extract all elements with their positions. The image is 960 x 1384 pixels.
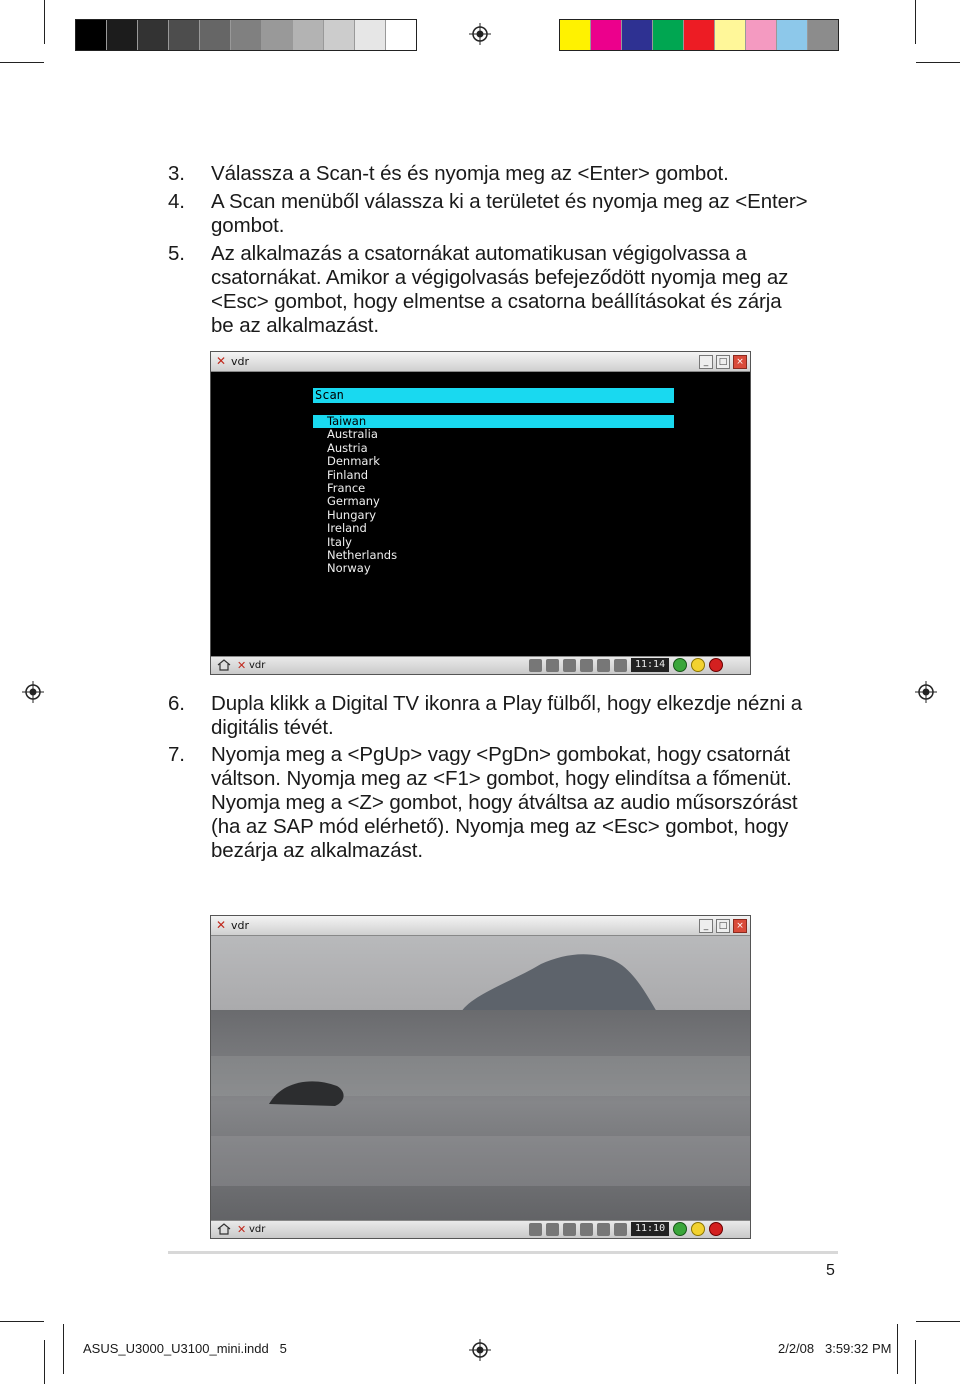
tv-video-area	[211, 936, 750, 1220]
crop-mark	[0, 1321, 44, 1322]
instructions-bottom	[168, 692, 808, 863]
system-tray	[529, 658, 723, 672]
grayscale-color-bar	[75, 19, 417, 51]
color-swatch	[715, 20, 746, 50]
shutdown-icon[interactable]	[709, 658, 723, 672]
window-title: vdr	[231, 355, 250, 368]
home-icon[interactable]	[217, 659, 231, 671]
crop-mark	[915, 0, 916, 44]
battery-icon[interactable]	[563, 659, 576, 672]
maximize-icon[interactable]: □	[716, 355, 730, 369]
country-menu-item[interactable]: France	[327, 480, 366, 495]
color-swatch	[746, 20, 777, 50]
color-swatch	[107, 20, 138, 50]
crop-mark	[916, 1321, 960, 1322]
instructions-top	[168, 162, 808, 338]
slug-date: 2/2/08 3:59:32 PM	[778, 1341, 892, 1356]
font-icon[interactable]	[597, 659, 610, 672]
color-swatch	[231, 20, 262, 50]
step-item: 6. Dupla klikk a Digital TV ikonra a Play fülből, hogy elkezdje nézni a digitális tévét.	[168, 692, 803, 739]
taskbar-app-label[interactable]: vdr	[249, 660, 266, 671]
wifi-icon[interactable]	[529, 659, 542, 672]
vdr-scan-window-screenshot	[210, 351, 751, 675]
taskbar-app-label[interactable]: vdr	[249, 1224, 266, 1235]
color-swatch	[560, 20, 591, 50]
scan-menu-title: Scan	[313, 388, 674, 403]
status-icon[interactable]	[673, 1222, 687, 1236]
registration-mark-icon	[22, 681, 44, 703]
country-menu-item[interactable]: Denmark	[327, 454, 380, 469]
color-swatch	[169, 20, 200, 50]
bluetooth-icon[interactable]	[546, 659, 559, 672]
color-swatch	[262, 20, 293, 50]
minimize-icon[interactable]: _	[699, 355, 713, 369]
country-menu-item[interactable]: Taiwan	[313, 415, 674, 428]
color-swatch	[591, 20, 622, 50]
window-title: vdr	[231, 919, 250, 932]
font-icon[interactable]	[597, 1223, 610, 1236]
step-item: 3. Válassza a Scan-t és és nyomja meg az <Enter> gombot.	[168, 162, 729, 185]
shutdown-icon[interactable]	[709, 1222, 723, 1236]
country-menu-item[interactable]: Hungary	[327, 507, 377, 522]
window-titlebar	[211, 916, 750, 936]
volume-icon[interactable]	[614, 659, 627, 672]
country-menu-item[interactable]: Austria	[327, 440, 368, 455]
slug-filename: ASUS_U3000_U3100_mini.indd 5	[83, 1341, 287, 1356]
vdr-screen	[211, 372, 750, 656]
x-logo-icon: ✕	[216, 918, 227, 932]
status-icon[interactable]	[673, 658, 687, 672]
clock: 11:10	[631, 1222, 669, 1236]
close-icon[interactable]: ×	[733, 919, 747, 933]
system-tray	[529, 1222, 723, 1236]
process-color-bar	[559, 19, 839, 51]
vdr-tv-window-screenshot	[210, 915, 751, 1239]
color-swatch	[293, 20, 324, 50]
x-logo-icon: ✕	[216, 354, 227, 368]
country-list	[313, 415, 674, 576]
window-titlebar	[211, 352, 750, 372]
keyboard-icon[interactable]	[580, 1223, 593, 1236]
step-item: 4. A Scan menüből válassza ki a területet és nyomja meg az <Enter> gombot.	[168, 190, 808, 237]
step-item: 7. Nyomja meg a <PgUp> vagy <PgDn> gombokat, hogy csatornát váltson. Nyomja meg az <F1> gombot, hogy elindítsa a főmenüt. Nyomja meg a <Z> gombot, hogy átváltsa az audio műsorszórást (ha az SAP mód elérhető). Nyomja meg az <Esc> gombot, hogy bezárja az alkalmazást.	[168, 743, 798, 862]
x-logo-icon: ✕	[237, 659, 247, 672]
wifi-icon[interactable]	[529, 1223, 542, 1236]
minimize-icon[interactable]: _	[699, 919, 713, 933]
crop-mark	[915, 1340, 916, 1384]
keyboard-icon[interactable]	[580, 659, 593, 672]
bluetooth-icon[interactable]	[546, 1223, 559, 1236]
country-menu-item[interactable]: Italy	[327, 534, 352, 549]
color-swatch	[386, 20, 416, 50]
battery-icon[interactable]	[563, 1223, 576, 1236]
color-swatch	[138, 20, 169, 50]
clock: 11:14	[631, 658, 669, 672]
x-logo-icon: ✕	[237, 1223, 247, 1236]
color-swatch	[808, 20, 838, 50]
color-swatch	[777, 20, 808, 50]
color-swatch	[355, 20, 386, 50]
color-swatch	[76, 20, 107, 50]
crop-mark	[44, 0, 45, 44]
step-item: 5. Az alkalmazás a csatornákat automatikusan végigolvassa a csatornákat. Amikor a végigolvasás befejeződött nyomja meg az <Esc> gombot, hogy elmentse a csatorna beállításokat és zárja be az alkalmazást.	[168, 242, 789, 337]
country-menu-item[interactable]: Ireland	[327, 521, 367, 536]
smiley-icon[interactable]	[691, 1222, 705, 1236]
country-menu-item[interactable]: Norway	[327, 561, 371, 576]
country-menu-item[interactable]: Finland	[327, 467, 369, 482]
color-swatch	[653, 20, 684, 50]
color-swatch	[200, 20, 231, 50]
page-number: 5	[826, 1262, 835, 1279]
taskbar	[211, 656, 750, 674]
crop-mark	[44, 1340, 45, 1384]
registration-mark-icon	[915, 681, 937, 703]
crop-mark	[916, 62, 960, 63]
close-icon[interactable]: ×	[733, 355, 747, 369]
maximize-icon[interactable]: □	[716, 919, 730, 933]
crop-mark	[0, 62, 44, 63]
taskbar	[211, 1220, 750, 1238]
volume-icon[interactable]	[614, 1223, 627, 1236]
footer-rule	[168, 1251, 838, 1254]
home-icon[interactable]	[217, 1223, 231, 1235]
country-menu-item[interactable]: Germany	[327, 494, 380, 509]
smiley-icon[interactable]	[691, 658, 705, 672]
country-menu-item[interactable]: Netherlands	[327, 547, 398, 562]
registration-mark-icon	[469, 23, 491, 45]
color-swatch	[684, 20, 715, 50]
color-swatch	[324, 20, 355, 50]
country-menu-item[interactable]: Australia	[327, 427, 378, 442]
color-swatch	[622, 20, 653, 50]
ocean-scene-image	[211, 936, 750, 1220]
